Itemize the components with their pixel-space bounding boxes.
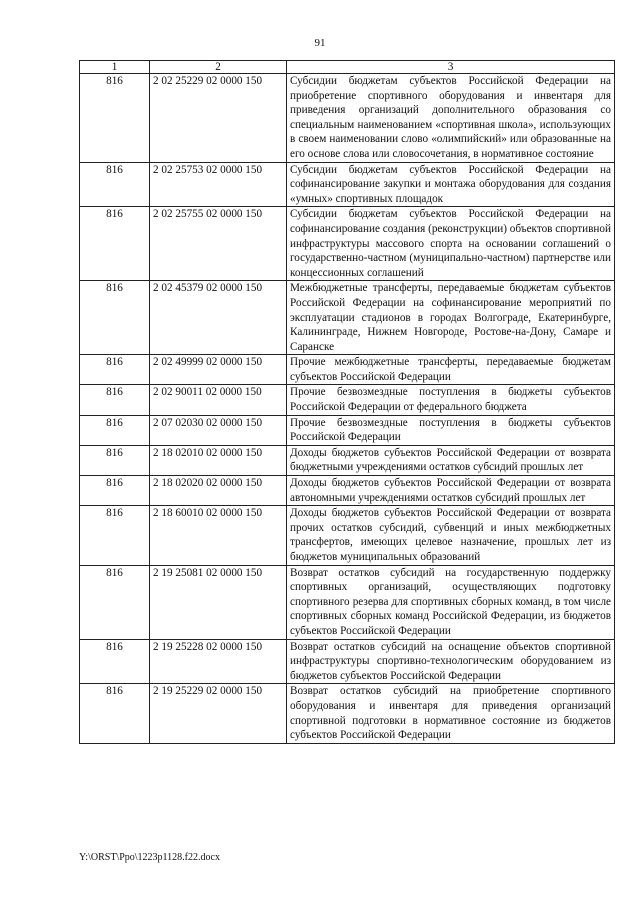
kbk-code-cell: 2 02 25229 02 0000 150 (150, 74, 287, 163)
description-cell: Возврат остатков субсидий на государственную поддержку спортивных организаций, осуществляющих подготовку спортивного резерва для спортивных сборных команд, в том числе спортивных сборных команд Российской Федерации, из бюджетов субъектов Российской Федерации (287, 565, 615, 639)
admin-code-cell: 816 (80, 415, 150, 445)
kbk-code-cell: 2 18 02010 02 0000 150 (150, 445, 287, 475)
table-row (80, 385, 615, 415)
kbk-code-cell: 2 19 25228 02 0000 150 (150, 639, 287, 684)
description-cell: Прочие безвозмездные поступления в бюджеты субъектов Российской Федерации от федерального бюджета (287, 385, 615, 415)
description-cell: Субсидии бюджетам субъектов Российской Федерации на софинансирование создания (реконструкции) объектов спортивной инфраструктуры массового спорта на основании соглашений о государственно-частном (муниципально-частном) партнерстве или концессионных соглашений (287, 207, 615, 281)
kbk-code-cell: 2 02 45379 02 0000 150 (150, 281, 287, 355)
kbk-code-cell: 2 02 25753 02 0000 150 (150, 162, 287, 207)
admin-code-cell: 816 (80, 476, 150, 506)
kbk-code-cell: 2 02 49999 02 0000 150 (150, 355, 287, 385)
admin-code-cell: 816 (80, 639, 150, 684)
description-cell: Возврат остатков субсидий на приобретение спортивного оборудования и инвентаря для приведения организаций спортивной подготовки в нормативное состояние из бюджетов субъектов Российской Федерации (287, 684, 615, 743)
admin-code-cell: 816 (80, 565, 150, 639)
column-header: 1 (80, 61, 150, 74)
kbk-code-cell: 2 02 90011 02 0000 150 (150, 385, 287, 415)
table-row (80, 565, 615, 639)
kbk-code-cell: 2 19 25229 02 0000 150 (150, 684, 287, 743)
kbk-code-cell: 2 19 25081 02 0000 150 (150, 565, 287, 639)
table-row (80, 684, 615, 743)
table-row (80, 506, 615, 565)
file-path-footer: Y:\ORST\Ppo\1223p1128.f22.docx (79, 852, 220, 863)
kbk-code-cell: 2 02 25755 02 0000 150 (150, 207, 287, 281)
table-header-row (80, 61, 615, 74)
description-cell: Доходы бюджетов субъектов Российской Федерации от возврата бюджетными учреждениями остатков субсидий прошлых лет (287, 445, 615, 475)
column-header: 2 (150, 61, 287, 74)
admin-code-cell: 816 (80, 684, 150, 743)
admin-code-cell: 816 (80, 355, 150, 385)
table-row (80, 476, 615, 506)
table-row (80, 162, 615, 207)
admin-code-cell: 816 (80, 385, 150, 415)
admin-code-cell: 816 (80, 74, 150, 163)
admin-code-cell: 816 (80, 207, 150, 281)
description-cell: Возврат остатков субсидий на оснащение объектов спортивной инфраструктуры спортивно-технологическим оборудованием из бюджетов субъектов Российской Федерации (287, 639, 615, 684)
table-row (80, 639, 615, 684)
admin-code-cell: 816 (80, 281, 150, 355)
table-row (80, 281, 615, 355)
page-number: 91 (314, 37, 326, 49)
description-cell: Прочие межбюджетные трансферты, передаваемые бюджетам субъектов Российской Федерации (287, 355, 615, 385)
kbk-code-cell: 2 18 60010 02 0000 150 (150, 506, 287, 565)
revenue-classification-table (79, 60, 615, 744)
table-row (80, 355, 615, 385)
description-cell: Межбюджетные трансферты, передаваемые бюджетам субъектов Российской Федерации на софинансирование мероприятий по эксплуатации стадионов в городах Волгограде, Екатеринбурге, Калининграде, Нижнем Новгороде, Ростове-на-Дону, Самаре и Саранске (287, 281, 615, 355)
kbk-code-cell: 2 07 02030 02 0000 150 (150, 415, 287, 445)
column-header: 3 (287, 61, 615, 74)
table-row (80, 415, 615, 445)
table-row (80, 207, 615, 281)
admin-code-cell: 816 (80, 162, 150, 207)
admin-code-cell: 816 (80, 445, 150, 475)
table-row (80, 445, 615, 475)
admin-code-cell: 816 (80, 506, 150, 565)
description-cell: Субсидии бюджетам субъектов Российской Федерации на софинансирование закупки и монтажа оборудования для создания «умных» спортивных площадок (287, 162, 615, 207)
description-cell: Прочие безвозмездные поступления в бюджеты субъектов Российской Федерации (287, 415, 615, 445)
description-cell: Доходы бюджетов субъектов Российской Федерации от возврата автономными учреждениями остатков субсидий прошлых лет (287, 476, 615, 506)
description-cell: Доходы бюджетов субъектов Российской Федерации от возврата прочих остатков субсидий, субвенций и иных межбюджетных трансфертов, имеющих целевое назначение, прошлых лет из бюджетов муниципальных образований (287, 506, 615, 565)
table-row (80, 74, 615, 163)
description-cell: Субсидии бюджетам субъектов Российской Федерации на приобретение спортивного оборудования и инвентаря для приведения организаций дополнительного образования со специальным наименованием «спортивная школа», использующих в своем наименовании слово «олимпийский» или образованные на его основе слова или словосочетания, в нормативное состояние (287, 74, 615, 163)
kbk-code-cell: 2 18 02020 02 0000 150 (150, 476, 287, 506)
